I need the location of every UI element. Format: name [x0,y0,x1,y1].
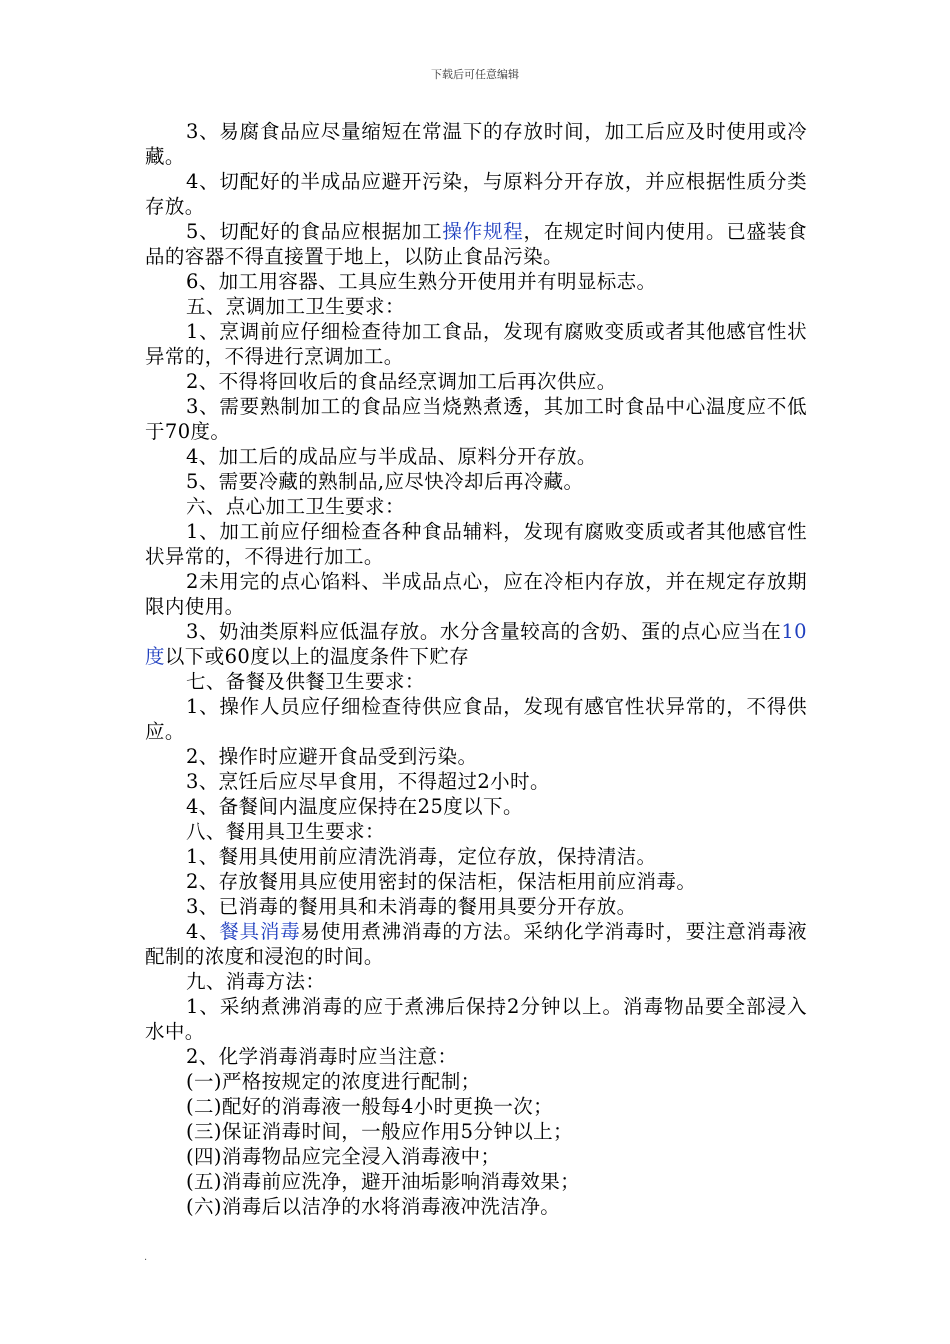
paragraph [145,444,807,469]
paragraph [145,844,807,869]
paragraph [145,894,807,919]
paragraph-text: 五、烹调加工卫生要求： [185,295,405,318]
inline-link[interactable]: 餐具消毒 [219,920,301,943]
paragraph-text: 3、已消毒的餐用具和未消毒的餐用具要分开存放。 [185,895,637,918]
paragraph-text: 1、餐用具使用前应清洗消毒，定位存放，保持清洁。 [185,845,657,868]
paragraph-text: 2、存放餐用具应使用密封的保洁柜，保洁柜用前应消毒。 [185,870,697,893]
paragraph-text: 3、烹饪后应尽早食用，不得超过2小时。 [185,770,550,793]
paragraph [145,469,807,494]
paragraph-text: 1、烹调前应仔细检查待加工食品，发现有腐败变质或者其他感官性状异常的，不得进行烹调加工。 [145,320,807,368]
paragraph-text: (一)严格按规定的浓度进行配制； [185,1070,481,1093]
paragraph-text: 6、加工用容器、工具应生熟分开使用并有明显标志。 [185,270,657,293]
paragraph [145,569,807,619]
paragraph-text: 六、点心加工卫生要求： [185,495,405,518]
paragraph-text: 九、消毒方法： [185,970,326,993]
paragraph-text: (二)配好的消毒液一般每4小时更换一次； [185,1095,554,1118]
paragraph-text: 3、需要熟制加工的食品应当烧熟煮透，其加工时食品中心温度应不低 于70度。 [145,395,807,443]
paragraph-text: (三)保证消毒时间，一般应作用5分钟以上； [185,1120,573,1143]
paragraph-text: 5、需要冷藏的熟制品,应尽快冷却后再冷藏。 [185,470,584,493]
paragraph [145,794,807,819]
paragraph [145,694,807,744]
paragraph-text: 1、加工前应仔细检查各种食品辅料，发现有腐败变质或者其他感官性状异常的，不得进行加工。 [145,520,807,568]
inline-link[interactable]: 操作规程 [442,220,524,243]
paragraph [145,1094,807,1119]
paragraph [145,1044,807,1069]
paragraph [145,269,807,294]
paragraph [145,919,807,969]
paragraph-text: 1、操作人员应仔细检查待供应食品，发现有感官性状异常的，不得供应。 [145,695,807,743]
paragraph [145,119,807,169]
paragraph-text: 4、切配好的半成品应避开污染，与原料分开存放，并应根据性质分类存放。 [145,170,807,218]
paragraph [145,394,807,444]
paragraph-text: 2、操作时应避开食品受到污染。 [185,745,478,768]
paragraph-text: 4、加工后的成品应与半成品、原料分开存放。 [185,445,597,468]
paragraph [145,669,807,694]
paragraph [145,1194,807,1219]
paragraph-text: 5、切配好的食品应根据加工 [185,220,443,243]
paragraph-text: (六)消毒后以洁净的水将消毒液冲洗洁净。 [185,1195,561,1218]
paragraph-text: 八、餐用具卫生要求： [185,820,385,843]
paragraph [145,619,807,669]
paragraph [145,744,807,769]
paragraph [145,494,807,519]
paragraph [145,1169,807,1194]
paragraph-text: 1、采纳煮沸消毒的应于煮沸后保持2分钟以上。消毒物品要全部浸入水中。 [145,995,807,1043]
paragraph-text: 2未用完的点心馅料、半成品点心，应在冷柜内存放，并在规定存放期限内使用。 [145,570,807,618]
paragraph [145,294,807,319]
paragraph [145,969,807,994]
paragraph [145,769,807,794]
page-header: 下载后可任意编辑 [431,68,519,81]
paragraph [145,369,807,394]
paragraph-text: 4、 [185,920,220,943]
paragraph-text: ，在规定时间内使用。已盛装食品的容器不得直接置于地上，以防止食品污染。 [145,220,807,268]
paragraph-text: 易使用煮沸消毒的方法。采纳化学消毒时，要注意消毒液配制的浓度和浸泡的时间。 [145,920,807,968]
paragraph-text: 4、备餐间内温度应保持在25度以下。 [185,795,523,818]
paragraph [145,869,807,894]
paragraph [145,519,807,569]
inline-link[interactable]: 10度 [145,620,807,668]
paragraph-text: 3、奶油类原料应低温存放。水分含量较高的含奶、蛋的点心应当在 [185,620,782,643]
document-body [145,119,807,1219]
page-corner-mark: . [144,1252,148,1263]
paragraph [145,319,807,369]
paragraph [145,1119,807,1144]
paragraph [145,219,807,269]
paragraph-text: 以下或60度以上的温度条件下贮存 [164,645,470,668]
paragraph-text: 3、易腐食品应尽量缩短在常温下的存放时间，加工后应及时使用或冷藏。 [145,120,807,168]
paragraph [145,819,807,844]
paragraph [145,1069,807,1094]
paragraph-text: 七、备餐及供餐卫生要求： [185,670,425,693]
paragraph-text: 2、不得将回收后的食品经烹调加工后再次供应。 [185,370,617,393]
paragraph [145,1144,807,1169]
paragraph-text: 2、化学消毒消毒时应当注意： [185,1045,458,1068]
paragraph-text: (五)消毒前应洗净，避开油垢影响消毒效果； [185,1170,581,1193]
paragraph [145,169,807,219]
paragraph-text: (四)消毒物品应完全浸入消毒液中； [185,1145,501,1168]
paragraph [145,994,807,1044]
